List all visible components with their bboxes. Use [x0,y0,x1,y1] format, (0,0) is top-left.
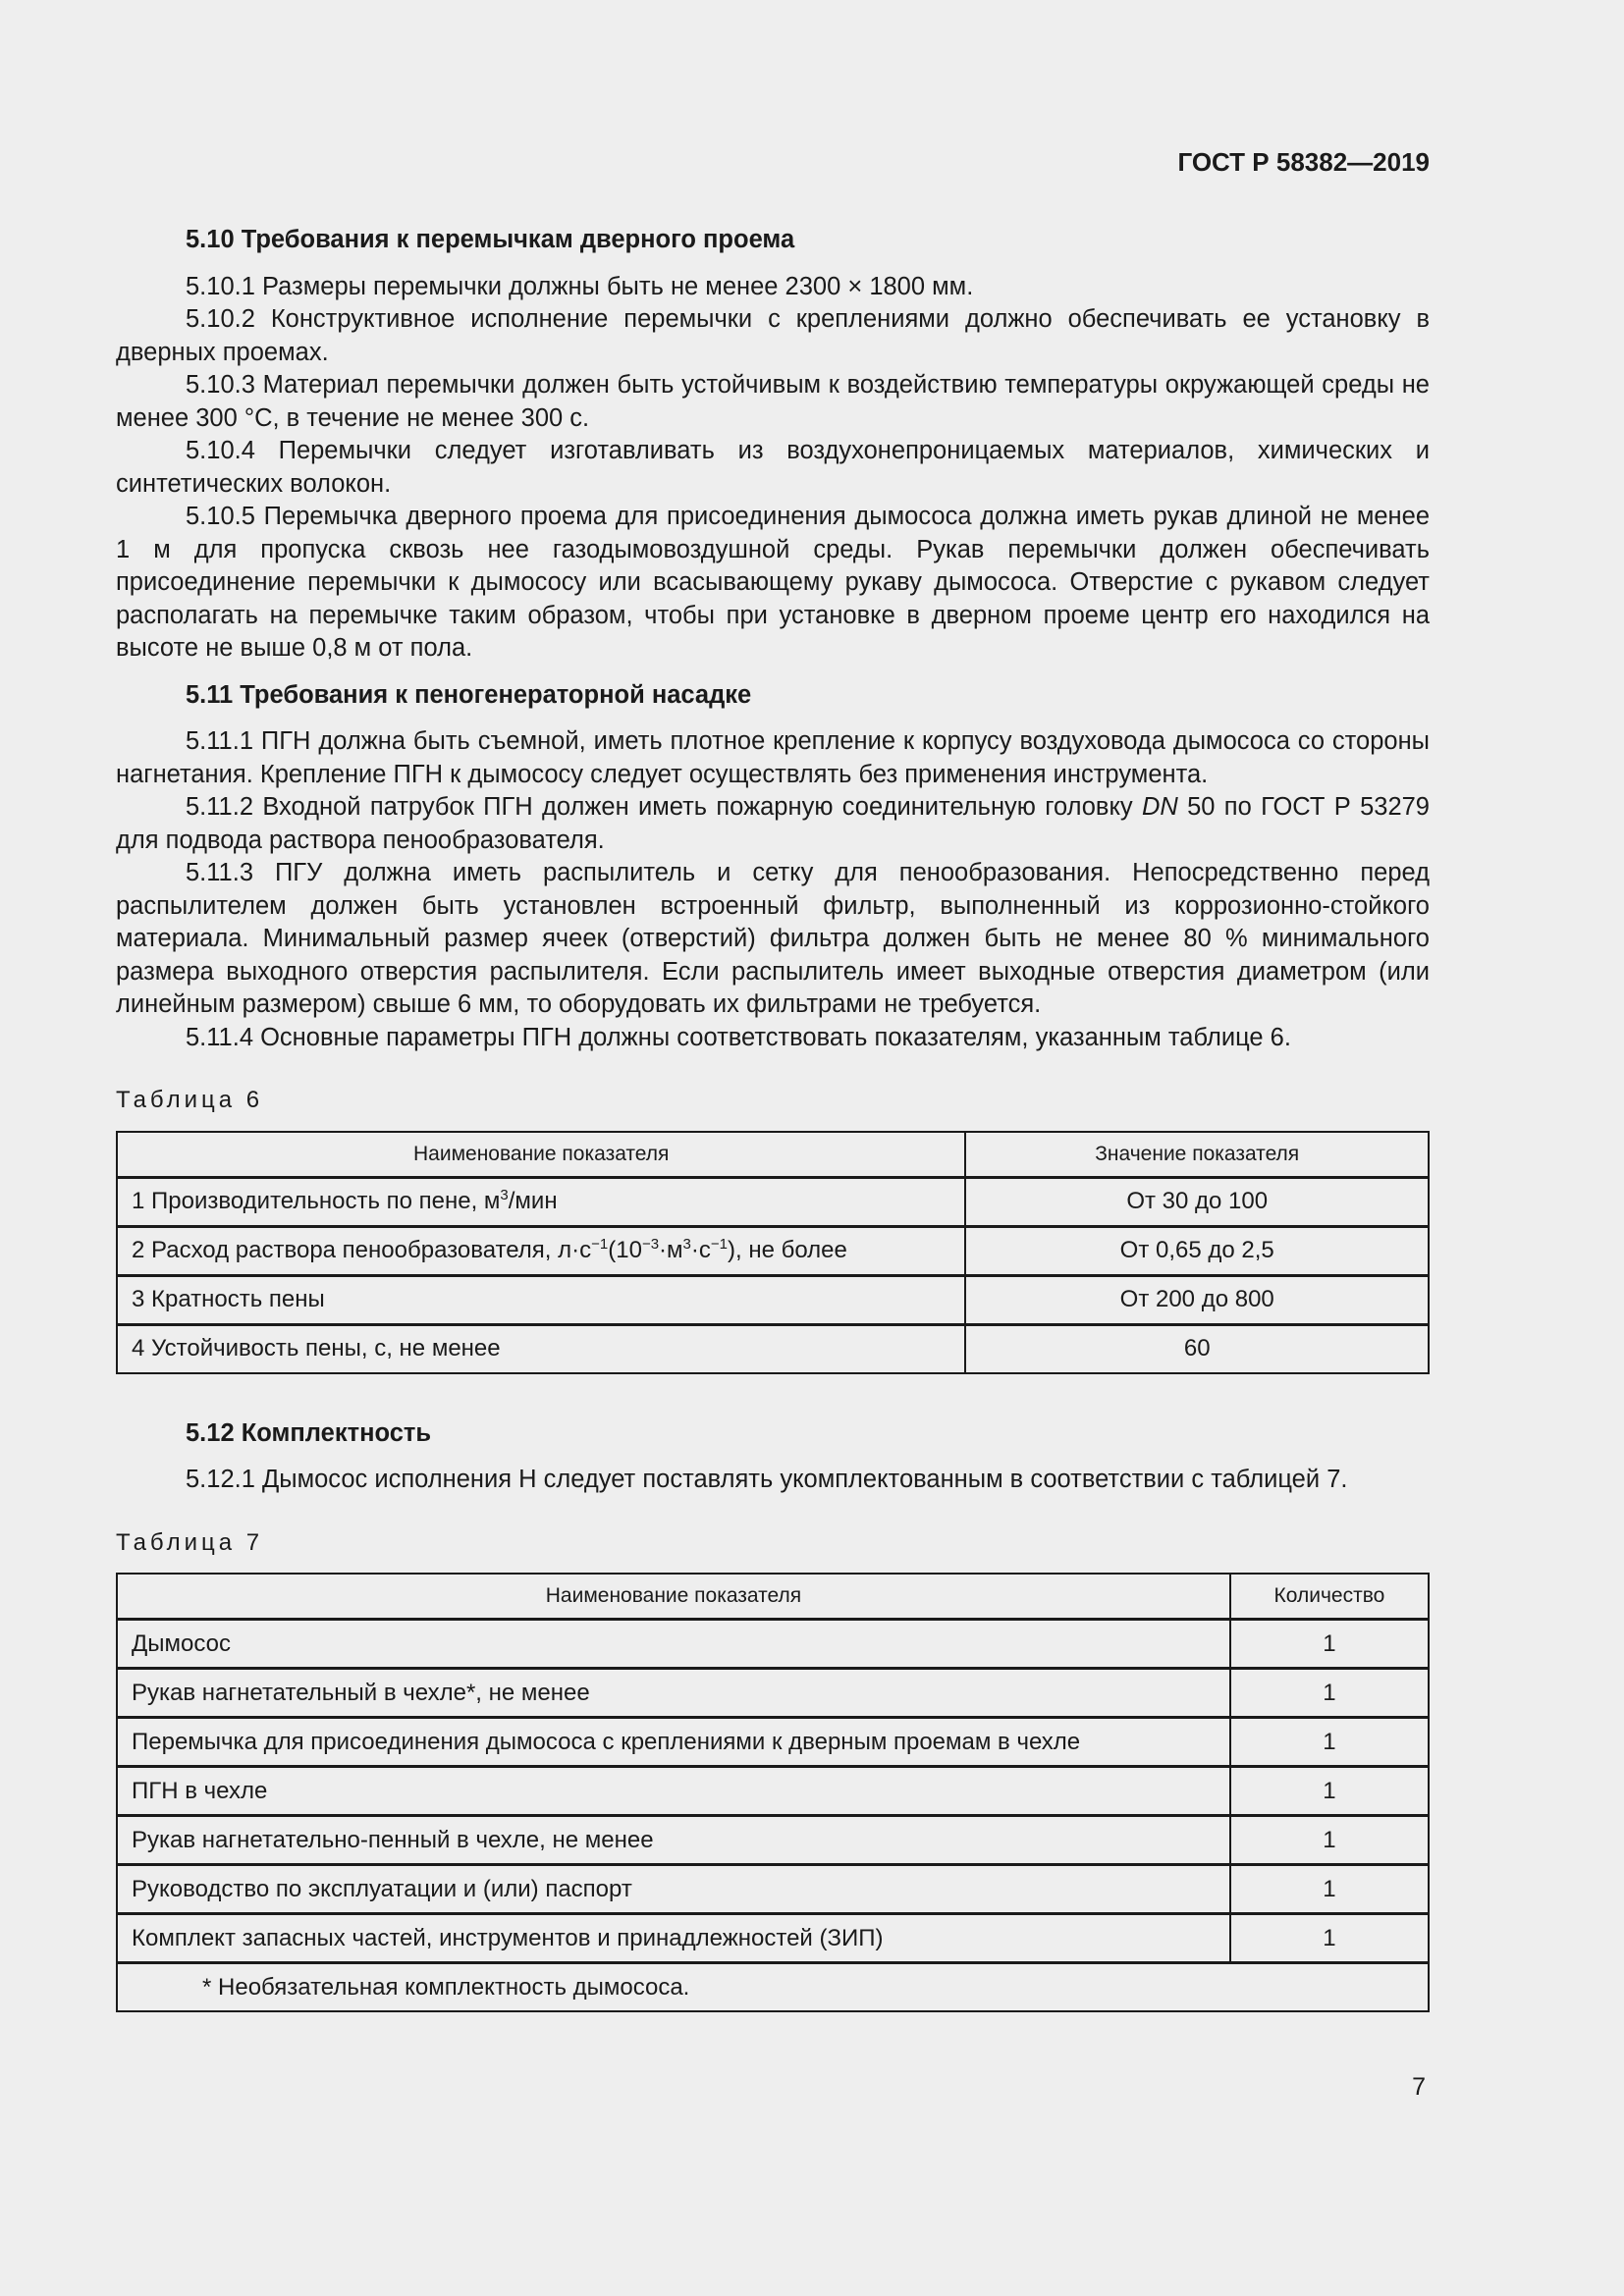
table-row [118,1768,1428,1817]
paragraph-5-11-2-end: 50 по ГОСТ Р 53279 для подвода раствора пенообразователя. [116,793,1430,854]
paragraph-5-10-3: 5.10.3 Материал перемычки должен быть устойчивым к воздействию температуры окружающей среды не менее 300 °С, в течение не менее 300 с. [116,371,1430,432]
table-cell-value: От 200 до 800 [966,1277,1428,1326]
table-cell-name: Рукав нагнетательно-пенный в чехле, не менее [118,1817,1231,1866]
section-5-10-heading: 5.10 Требования к перемычкам дверного проема [186,226,795,253]
table-cell-name: 3 Кратность пены [118,1277,966,1326]
table-cell-qty: 1 [1231,1621,1428,1670]
table-cell-value: 60 [1183,1335,1211,1362]
document-code: ГОСТ Р 58382—2019 [1177,147,1430,177]
table-cell-value: От 30 до 100 [966,1179,1428,1228]
table-row [118,1228,1428,1277]
table-row [118,1670,1428,1719]
paragraph-5-10-4: 5.10.4 Перемычки следует изготавливать из воздухонепроницаемых материалов, химических и синтетических волокон. [116,437,1430,498]
section-5-11-heading: 5.11 Требования к пеногенераторной насадке [186,680,752,709]
table-cell-name: Перемычка для присоединения дымососа с креплениями к дверным проемам в чехле [118,1719,1231,1768]
paragraph-5-11-1: 5.11.1 ПГН должна быть съемной, иметь плотное крепление к корпусу воздуховода дымососа со стороны нагнетания. Крепление ПГН к дымососу следует осуществлять без применения инструмента. [116,727,1430,788]
table-row [118,1621,1428,1670]
table-cell-value: От 0,65 до 2,5 [966,1228,1428,1277]
dn-symbol: DN [1141,793,1178,821]
table-7 [116,1573,1430,2012]
section-5-12-heading: 5.12 Комплектность [186,1418,432,1447]
paragraph-5-11-2 [116,791,1430,857]
table-cell-qty: 1 [1231,1817,1428,1866]
paragraph-5-10-5: 5.10.5 Перемычка дверного проема для присоединения дымососа должна иметь рукав длиной не менее 1 м для пропуска сквозь нее газодымовоздушной среды. Рукав перемычки должен обеспечивать присоединение перемычки к дымососу или всасывающему рукаву дымососа. Отверстие с рукавом следует располагать на перемычке таким образом, чтобы при установке в дверном проеме центр его находился на высоте не выше 0,8 м от пола. [116,503,1430,662]
table-row [118,1915,1428,1964]
table-cell-name: Дымосос [118,1621,1231,1670]
paragraph-5-11-2-start: 5.11.2 Входной патрубок ПГН должен иметь пожарную соединительную головку [186,793,1142,821]
paragraph-5-11-3: 5.11.3 ПГУ должна иметь распылитель и сетку для пенообразования. Непосредственно перед распылителем должен быть установлен встроенный фильтр, выполненный из коррозионно-стойкого материала. Минимальный размер ячеек (отверстий) фильтра должен быть не менее 80 % минимального размера выходного отверстия распылителя. Если распылитель имеет выходные отверстия диаметром (или линейным размером) свыше 6 мм, то оборудовать их фильтрами не требуется. [116,859,1430,1018]
table-6-col-value-header: Значение показателя [966,1133,1428,1179]
table-cell-name: 2 Расход раствора пенообразователя, $л\cdot с^{-1}(10^{-3}\cdot м^3\cdot с^{-1})$, не более [118,1228,966,1277]
table-7-col-qty-header: Количество [1231,1575,1428,1621]
table-row [118,1179,1428,1228]
table-6-caption: Таблица 6 [116,1087,264,1113]
table-cell-name: 1 Производительность по пене, $м^3$/мин [118,1179,966,1228]
paragraph-5-12-1: 5.12.1 Дымосос исполнения Н следует поставлять укомплектованным в соответствии с таблицей 7. [186,1466,1348,1493]
table-cell-qty: 1 [1231,1670,1428,1719]
table-7-col-name-header: Наименование показателя [118,1575,1231,1621]
table-row [118,1817,1428,1866]
table-6-col-name-header: Наименование показателя [118,1133,966,1179]
table-cell-qty: 1 [1231,1915,1428,1964]
table-row [118,1326,1428,1372]
table-cell-name: Рукав нагнетательный в чехле*, не менее [118,1670,1231,1719]
table-cell-qty: 1 [1231,1768,1428,1817]
table-row [118,1866,1428,1915]
table-6 [116,1131,1430,1374]
table-row [118,1719,1428,1768]
table-cell-name: Комплект запасных частей, инструментов и принадлежностей (ЗИП) [118,1915,1231,1964]
table-cell-name: 4 Устойчивость пены, с, не менее [118,1326,966,1372]
paragraph-5-10-2: 5.10.2 Конструктивное исполнение перемычки с креплениями должно обеспечивать ее установку в дверных проемах. [116,305,1430,366]
paragraph-5-11-4: 5.11.4 Основные параметры ПГН должны соответствовать показателям, указанным таблице 6. [186,1023,1291,1051]
table-7-caption: Таблица 7 [116,1528,264,1556]
table-cell-qty: 1 [1231,1719,1428,1768]
page-number: 7 [1412,2073,1426,2101]
table-header-row [118,1575,1428,1621]
table-cell-qty: 1 [1231,1866,1428,1915]
document-body [116,224,1430,2012]
table-footnote: * Необязательная комплектность дымососа. [202,1973,690,2001]
table-cell-name: ПГН в чехле [118,1768,1231,1817]
table-note-row [118,1964,1428,2010]
table-cell-name: Руководство по эксплуатации и (или) паспорт [118,1866,1231,1915]
table-row [118,1277,1428,1326]
table-header-row [118,1133,1428,1179]
paragraph-5-10-1: 5.10.1 Размеры перемычки должны быть не менее 2300 × 1800 мм. [186,272,974,300]
